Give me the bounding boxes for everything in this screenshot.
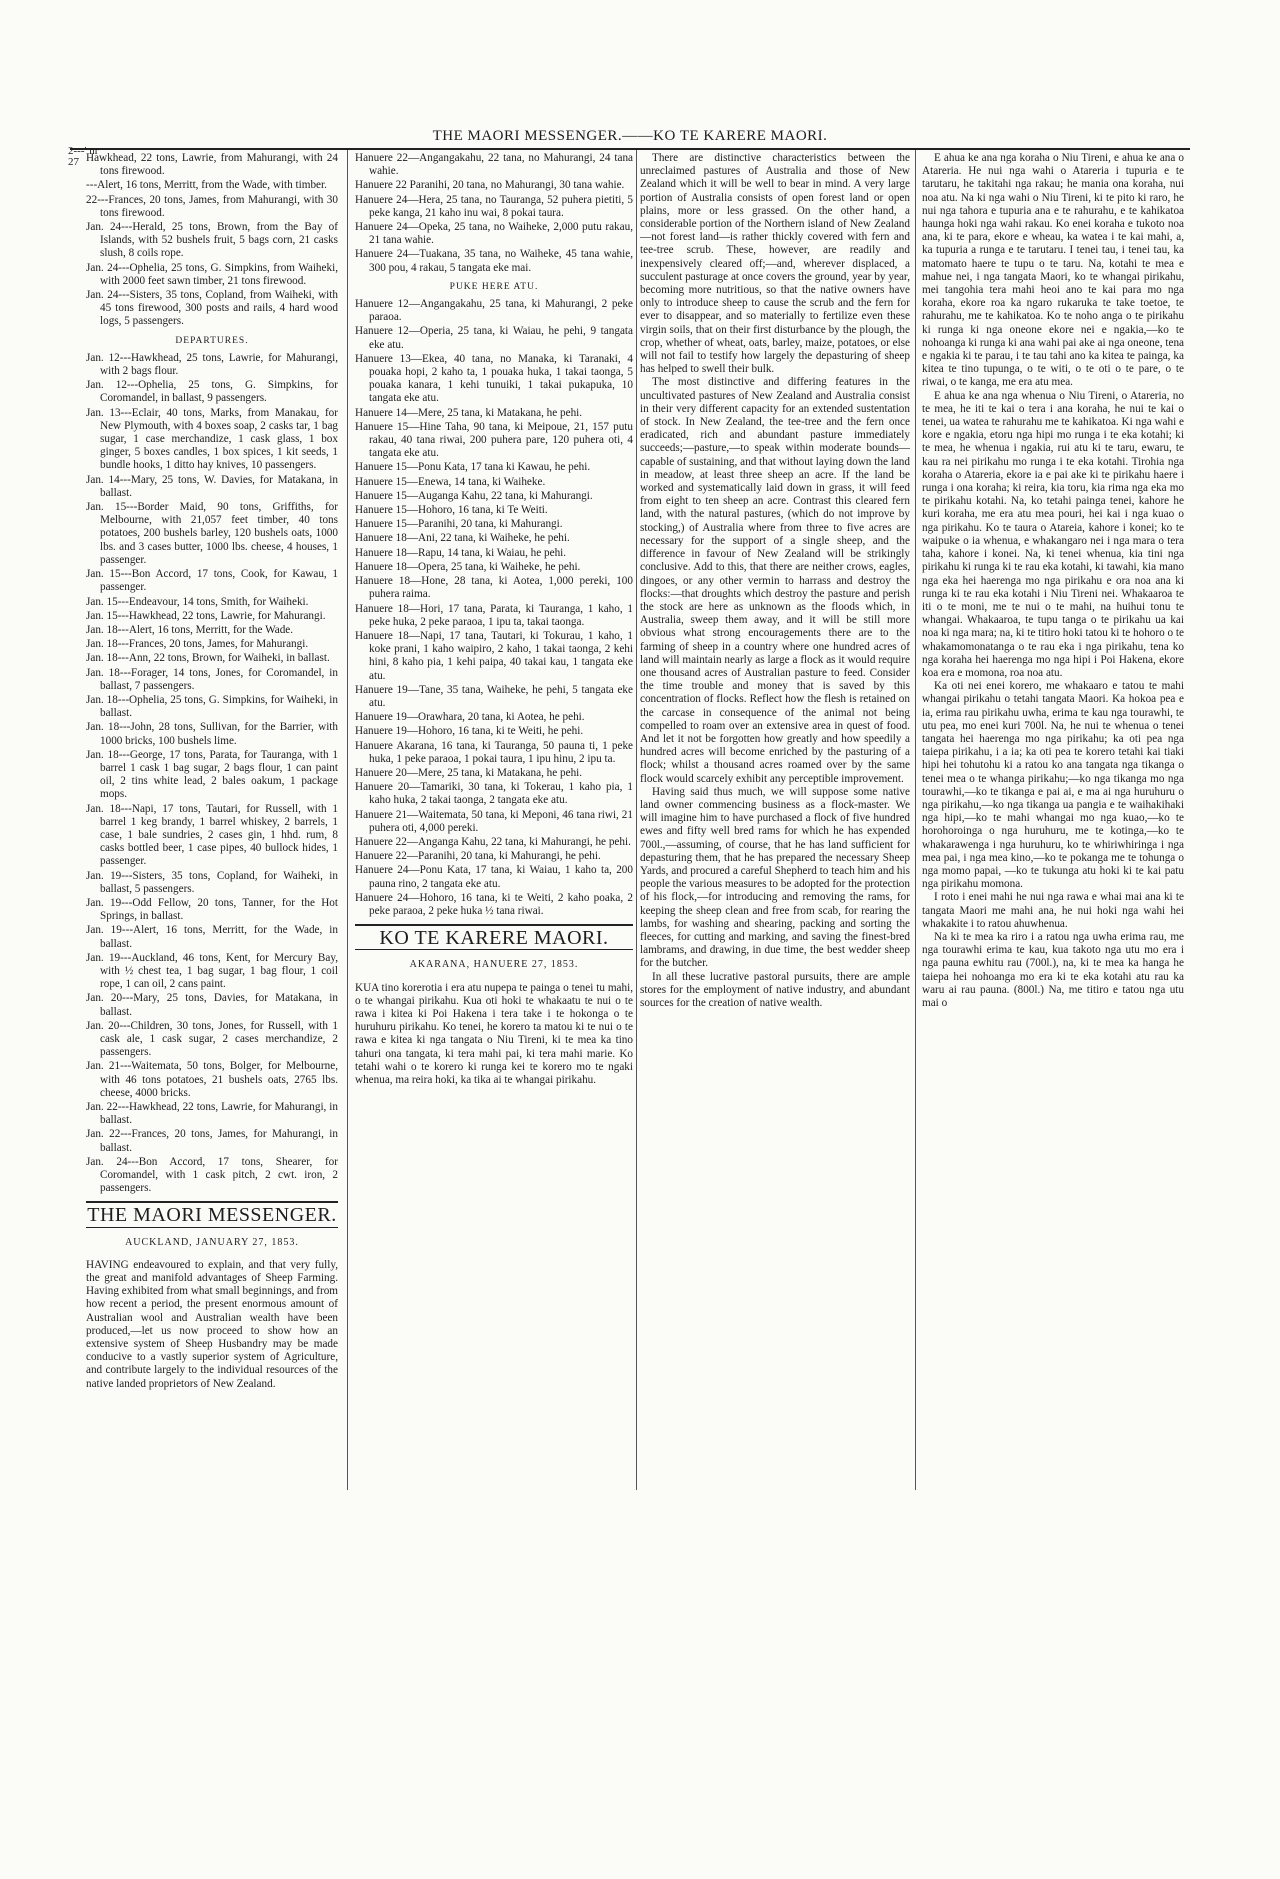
shipping-entry: Jan. 20---Children, 30 tons, Jones, for Russell, with 1 cask ale, 1 cask sugar, 2 cases merchandize, 2 passengers. [86, 1019, 338, 1059]
shipping-entry: Hanuere 22—Angangakahu, 22 tana, no Mahurangi, 24 tana wahie. [355, 152, 633, 178]
shipping-entry: Jan. 18---George, 17 tons, Parata, for Tauranga, with 1 barrel 1 cask 1 bag sugar, 2 bags flour, 1 can paint oil, 2 tins white lead, 2 bales oakum, 1 package mops. [86, 748, 338, 801]
shipping-entry: Jan. 18---Ophelia, 25 tons, G. Simpkins, for Waiheki, in ballast. [86, 693, 338, 720]
article-paragraph-maori: I roto i enei mahi he nui nga rawa e whai mai ana ki te tangata Maori me mahi ana, he nui hoki nga wahi hei whakakite i to ratou ahuwhenua. [922, 891, 1184, 930]
shipping-entry: Jan. 15---Endeavour, 14 tons, Smith, for Waiheki. [86, 595, 309, 608]
shipping-entry: Jan. 21---Waitemata, 50 tons, Bolger, for Melbourne, with 46 tons potatoes, 21 bushels oats, 2765 lbs. cheese, 4000 bricks. [86, 1060, 338, 1099]
shipping-entry: Hanuere 18—Hori, 17 tana, Parata, ki Tauranga, 1 kaho, 1 peke huka, 2 peke paraoa, 1 ipu ta, takai taonga. [355, 602, 633, 628]
shipping-entry: Jan. 12---Hawkhead, 25 tons, Lawrie, for Mahurangi, with 2 bags flour. [86, 351, 338, 378]
shipping-entry: Hanuere 22 Paranihi, 20 tana, no Mahurangi, 30 tana wahie. [355, 179, 625, 192]
shipping-entry: Hanuere 18—Rapu, 14 tana, ki Waiau, he pehi. [355, 546, 567, 559]
shipping-entry: Hanuere 24—Hera, 25 tana, no Tauranga, 52 puhera pietiti, 5 peke kanga, 21 kaho inu wai, 8 pokai taura. [355, 193, 633, 219]
shipping-entry: Hanuere 20—Mere, 25 tana, ki Matakana, he pehi. [355, 766, 583, 779]
shipping-entry: Hanuere 15—Auganga Kahu, 22 tana, ki Mahurangi. [355, 489, 593, 502]
shipping-entry: Hanuere 14—Mere, 25 tana, ki Matakana, he pehi. [355, 406, 583, 419]
column-1 [86, 152, 338, 1392]
shipping-entry: Hawkhead, 22 tons, Lawrie, from Mahurangi, with 24 tons firewood. [86, 152, 338, 178]
shipping-entry: Hanuere 24—Tuakana, 35 tana, no Waiheke, 45 tana wahie, 300 pou, 4 rakau, 5 tangata eke mai. [355, 248, 633, 274]
departures-list-maori [355, 298, 633, 918]
column-rule [347, 150, 348, 1490]
shipping-entry: Jan. 13---Eclair, 40 tons, Marks, from Manakau, for New Plymouth, with 4 boxes soap, 2 casks tar, 1 bag sugar, 1 case merchandize, 1 cask glass, 1 box ginger, 5 boxes candles, 1 box spices, 1 kit seeds, 1 bundle hooks, 1 ditto hay knives, 10 passengers. [86, 406, 338, 472]
departures-heading: DEPARTURES. [175, 335, 249, 346]
column-rule [636, 150, 637, 1490]
article-paragraph: Having said thus much, we will suppose some native land owner commencing business as a flock-master. We will imagine him to have purchased a flock of five hundred ewes and fifty well bred rams for which he has expended 700l.,—assuming, of course, that he has land sufficient for depasturing them, that he has prepared the necessary Sheep Yards, and procured a careful Shepherd to teach him and his people the various measures to be adopted for the protection of his flock,—for introducing and removing the rams, for keeping the sheep clean and free from scab, for rearing the lambs, for washing and shearing, packing and sorting the fleeces, for cutting and marking, and saving the finest-bred lambrams, and drawing, in due time, the best wedder sheep for the butcher. [640, 785, 910, 970]
shipping-entry: Jan. 20---Mary, 25 tons, Davies, for Matakana, in ballast. [86, 992, 338, 1018]
shipping-entry: Hanuere 19—Tane, 35 tana, Waiheke, he pehi, 5 tangata eke atu. [355, 683, 633, 709]
shipping-entry: Jan. 22---Frances, 20 tons, James, for Mahurangi, in ballast. [86, 1128, 338, 1154]
shipping-entry: Jan. 14---Mary, 25 tons, W. Davies, for Matakana, in ballast. [86, 473, 338, 499]
shipping-entry: Jan. 18---Napi, 17 tons, Tautari, for Russell, with 1 barrel 1 keg brandy, 1 barrel whiskey, 2 barrels, 1 case, 1 bale sundries, 2 cases gin, 1 hhd. rum, 8 casks bottled beer, 1 case pipes, 40 bullock hides, 1 passenger. [86, 802, 338, 868]
shipping-entry: Jan. 15---Bon Accord, 17 tons, Cook, for Kawau, 1 passenger. [86, 568, 338, 594]
shipping-entry: Hanuere 12—Operia, 25 tana, ki Waiau, he pehi, 9 tangata eke atu. [355, 325, 633, 351]
shipping-entry: Hanuere 18—Hone, 28 tana, ki Aotea, 1,000 pereki, 100 puhera raima. [355, 575, 633, 601]
shipping-entry: Hanuere 12—Angangakahu, 25 tana, ki Mahurangi, 2 peke paraoa. [355, 298, 633, 324]
shipping-entry: Jan. 24---Herald, 25 tons, Brown, from the Bay of Islands, with 52 bushels fruit, 5 bags corn, 21 casks slush, 8 coils rope. [86, 221, 338, 260]
shipping-entry: Jan. 19---Odd Fellow, 20 tons, Tanner, for the Hot Springs, in ballast. [86, 896, 338, 923]
article-paragraph: The most distinctive and differing features in the uncultivated pastures of New Zealand and Australia consist in their very different capacity for an extended sustentation of stock. In New Zealand, the tee-tree and the fern once eradicated, rich and abundant pasture immediately succeeds;—pasture,—to speak within moderate bounds—capable of sustaining, and that without laying down the land in meadow, at least three sheep an acre. If the land be worked and systematically laid down in grass, it will feed from eight to ten sheep an acre. Contrast this cleared fern land, with the natural pastures, (which do not improve by stocking,) of Australia where from three to five acres are necessary for the support of a single sheep, and the difference in favour of New Zealand will be strikingly conclusive. Add to this, that there are neither crows, eagles, dingoes, or any other vermin to harrass and destroy the flocks:—that droughts which destroy the pasture and perish the stock are here as unknown as the floods which, in Australia, sweep them away, and it will be still more obvious what strong encouragements there are to the farming of sheep in a country where one hundred acres of land will maintain nearly as large a flock as it would require one thousand acres of Australian pasture to feed. Consider the time trouble and money that is saved by this concentration of flocks. Reflect how the flesh is retained on the carcase in consequence of the animal not being compelled to roam over an extensive area in quest of food. And let it not be forgotten how greatly and how speedily a hundred acres will become enriched by the pasturing of a flock; whilst a thousand acres roamed over by the same flock would scarcely exhibit any perceptible improvement. [640, 376, 910, 785]
article-paragraph-maori: E ahua ke ana nga koraha o Niu Tireni, e ahua ke ana o Atareria. He nui nga wahi o Atareria i tupuria e te tarutaru, he takitahi nga rakau; he mania ona koraha, nui noa atu. Na ki nga wahi o Niu Tireni, ki te pito ki raro, he nui nga tahora e tupuria ana e te rahurahu, e te kahikatoa haunga hoki nga wahi rakau. Ko enei koraha e tukoto noa ana, ki te para, ekore e wheau, ka watea i te kai mahi, a, ka tupuria a runga e te tarutaru. I tenei tau, i tenei tau, ka matomato haere te tupu o te taru. Na, kotahi te mea e mahue nei, i nga tangata Maori, ko te whangai pirikahu, mei tangohia tera mahi heoi ano te kai para mo nga koraha, ekore roa ka ngaro rukaruka te take toetoe, te rahurahu, me te kahikatoa. Ko te noho anga o te pirikahu ki runga ki nga oneone ekore nei e ngakia,—ko te nohoanga ki runga ki ana wahi pai ake ai nga oneone, tena e ngakia ki te parau, i te tau tahi ano ka kitea te painga, ka kitea te tino tupunga, o te witi, o te oti o te pare, o te riwai, o te kanga, me era atu mea. [922, 152, 1184, 389]
shipping-entry: Jan. 18---Frances, 20 tons, James, for Mahurangi. [86, 638, 309, 651]
shipping-entry: Hanuere 18—Ani, 22 tana, ki Waiheke, he pehi. [355, 532, 570, 545]
shipping-entry: Hanuere 15—Paranihi, 20 tana, ki Mahurangi. [355, 518, 563, 531]
shipping-entry: Jan. 15---Border Maid, 90 tons, Griffiths, for Melbourne, with 21,057 feet timber, 40 tons potatoes, 200 bushels barley, 120 bushels oats, 1000 lbs. and 3 cases butter, 1000 lbs. cheese, 4 houses, 1 passenger. [86, 501, 338, 566]
article-paragraph-maori: E ahua ke ana nga whenua o Niu Tireni, o Atareria, no te mea, he iti te kai o tera i ana koraha, he nui te kai o tenei, ua watea te rahurahu me te kahikatoa. Ki nga wahi e kore e ngakia, etoru nga hipi mo runga i te eka kotahi; ki te mea, he whenua i ngakia, rui atu ki te taru, ewaru, te kau ra nei pirikahu mo runga i te eka kotahi. Tirohia nga koraha o Atareria, ekore ia e pai ake ki te pirikahu haere i runga i ona koraha; ki reira, kia toru, kia rima nga eka mo te pirikahu kotahi. Na, ko tetahi painga tenei, kahore he kuri koraha, me era atu mea pouri, hei kai i nga kuao o nga pirikahu. Ko te taura o Atareia, kahore i konei; ko te waipuke o ia whenua, e whakangaro nei i nga mara o tera taha, kahore i konei. Na, ki tenei whenua, kia tini nga pirikahu ki runga ki te rau eka kotahi, ki tawahi, kia mano nga eka hei haerenga mo nga pirikahu e ora noa ana ki runga ki te rau eka kotahi i Niu Tireni nei. Whakaaroa te iti o te moni, me te nui o te mahi, na huihui tonu te whangai. Whakaaroa, te tupu tanga o te pirikahu ua kai noa ki nga mara; na, ki te titiro hoki tatou ki te hohoro o te whakamomonatanga o te rau eka i nga pirikahu, tena ko nga koraha hei haerenga mo nga hipi i Poi Hakena, ekore koa era e momona, roa noa atu. [922, 389, 1184, 679]
shipping-entry: Jan. 24---Bon Accord, 17 tons, Shearer, for Coromandel, with 1 cask pitch, 2 cwt. iron, 2 passengers. [86, 1155, 338, 1195]
shipping-entry: Hanuere 15—Ponu Kata, 17 tana ki Kawau, he pehi. [355, 461, 591, 474]
shipping-entry: Jan. 18---Alert, 16 tons, Merritt, for the Wade. [86, 623, 294, 636]
shipping-entry: Jan. 18---Ann, 22 tons, Brown, for Waiheki, in ballast. [86, 652, 330, 665]
dateline: AUCKLAND, JANUARY 27, 1853. [125, 1236, 299, 1248]
shipping-entry: Jan. 18---John, 28 tons, Sullivan, for the Barrier, with 1000 bricks, 100 bushels lime. [86, 721, 338, 747]
shipping-entry: Hanuere 18—Opera, 25 tana, ki Waiheke, he pehi. [355, 560, 581, 573]
shipping-entry: Hanuere 20—Tamariki, 30 tana, ki Tokerau, 1 kaho pia, 1 kaho huka, 2 takai taonga, 2 tangata eke atu. [355, 781, 633, 807]
column-2 [355, 152, 633, 1088]
article-paragraph-maori: Na ki te mea ka riro i a ratou nga uwha erima rau, me nga tourawhi erima te kau, kua takoto nga utu mo era i nga pauna ewhitu rau (700l.), na, ki te mea ka hanga he taiepa hei nohoanga mo era ki te eka kotahi atu rau ka waru ai rau pauna. (800l.) Na, me titiro e tatou nga utu mai o [922, 930, 1184, 1009]
dateline-maori: AKARANA, HANUERE 27, 1853. [409, 959, 579, 971]
shipping-entry: Jan. 18---Forager, 14 tons, Jones, for Coromandel, in ballast, 7 passengers. [86, 666, 338, 692]
shipping-entry: ---Alert, 16 tons, Merritt, from the Wade, with timber. [86, 179, 327, 192]
article-paragraph-maori: Ka oti nei enei korero, me whakaaro e tatou te mahi whangai pirikahu o tetahi tangata Maori. Ka hokoa pea e ia, erima rau pirikahu uwha, erima te kau nga tourawhi, te utu pea, mo enei kuri 700l. Na, he nui te whenua o tenei tangata hei haerenga mo nga pirikahu; ka oti pea nga taiepa pirikahu, i a ia; ka oti pea te korero tetahi kai tiaki hipi hei tohutohu ki a ratou ko ana tangata nga tikanga o tenei mea o te whanga pirikahu;—ko nga tikanga mo nga tourawhi,—ko te tikanga e pai ai, e ma ai nga huruhuru o nga pirikahu,—ko nga tikanga ua pangia e te waihakihaki nga hipi,—ko te mahi whangai mo nga kuao,—ko te horohoroinga o nga huruhuru, me te kotinga,—ko te whakarawenga i nga huruhuru, ko te whiriwhiringa i nga mea pai, i nga mea kino,—ko te pokanga me te tohunga o nga momo papai, —ko te tukunga atu hoki ki te kai patu nga pirikahu momona. [922, 680, 1184, 891]
shipping-entry: Hanuere 15—Enewa, 14 tana, ki Waiheke. [355, 475, 546, 488]
shipping-entry: Jan. 15---Hawkhead, 22 tons, Lawrie, for Mahurangi. [86, 609, 326, 622]
shipping-entry: Hanuere 15—Hohoro, 16 tana, ki Te Weiti. [355, 504, 548, 517]
shipping-entry: Hanuere 21—Waitemata, 50 tana, ki Meponi, 46 tana riwi, 21 puhera oti, 4,000 pereki. [355, 808, 633, 834]
article-body-maori: KUA tino korerotia i era atu nupepa te painga o tenei tu mahi, o te whangai pirikahu. Kua oti hoki te whakaatu te nui o te rawa i kitea ki Poi Hakena i tera take i te hokonga o te huruhuru pirikahu. Ko tenei, he korero ta matou ki te nui o te rawa e kitea ki nga tangata o Niu Tireni, ki te mea ka tino tahuri ona tangata, ki tera mahi pai, ki tera mahi marie. Ko tetahi wahi o te korero ki runga kei te korero mo te ngaki whenua, ma reira hoki, ka tika ai te whangai pirikahu. [355, 981, 633, 1086]
arrivals-list [86, 152, 338, 329]
paper-title-english: THE MAORI MESSENGER. [86, 1201, 338, 1227]
shipping-entry: Hanuere 19—Orawhara, 20 tana, ki Aotea, he pehi. [355, 711, 585, 724]
article-body: HAVING endeavoured to explain, and that very fully, the great and manifold advantages of Sheep Farming. Having exhibited from what small beginnings, and from how recent a period, the present enormous amount of Australian wool and Australian wealth have been produced,—let us now proceed to show how an extensive system of Sheep Husbandry may be made conducive to a vastly superior system of Agriculture, and contribute largely to the individual resources of the native landed proprietors of New Zealand. [86, 1258, 338, 1390]
departures-list [86, 352, 338, 1196]
arrivals-list-maori [355, 152, 633, 275]
shipping-entry: Jan. 24---Sisters, 35 tons, Copland, from Waiheki, with 45 tons firewood, 300 posts and rails, 4 hard wood logs, 5 passengers. [86, 289, 338, 328]
shipping-entry: Hanuere 18—Napi, 17 tana, Tautari, ki Tokurau, 1 kaho, 1 koke prani, 1 kaho waipiro, 2 kaho, 1 takai taonga, 2 kehi hini, 8 kaho pia, 1 kehi paipa, 40 takai kau, 1 tangata eke atu. [355, 629, 633, 682]
shipping-entry: Hanuere 22—Paranihi, 20 tana, ki Mahurangi, he pehi. [355, 850, 601, 863]
article-paragraph: In all these lucrative pastoral pursuits, there are ample stores for the employment of native industry, and abundant sources for the creation of native wealth. [640, 970, 910, 1009]
article-paragraph: There are distinctive characteristics between the unreclaimed pastures of Australia and those of New Zealand which it will be well to bear in mind. A very large portion of Australia consists of open forest land or open plains, more or less grassed. On the other hand, a considerable portion of the Northern island of New Zealand—not forest land—is rather thickly covered with fern and tee-tree scrub. These, however, are readily and inexpensively cleared off;—and, wherever displaced, a succulent pasturage at once covers the ground, year by year, becoming more nutritious, so that the native owners have only to introduce sheep to cause the scrub and the fern for ever to disappear, and so materially to fertilize even these virgin soils, that on their first disturbance by the plough, the crop, whether of wheat, oats, barley, maize, potatoes, or else will not fail to testify how largely the depasturing of sheep has helped to swell their bulk. [640, 152, 910, 376]
shipping-entry: Hanuere 24—Hohoro, 16 tana, ki te Weiti, 2 kaho poaka, 2 peke paraoa, 2 peke huka ½ tana riwai. [355, 891, 633, 917]
paper-title-maori: KO TE KARERE MAORI. [355, 924, 633, 950]
margin-note: 2---' nr 27 [68, 145, 99, 168]
shipping-entry: Jan. 12---Ophelia, 25 tons, G. Simpkins, for Coromandel, in ballast, 9 passengers. [86, 379, 338, 405]
shipping-entry: Hanuere 15—Hine Taha, 90 tana, ki Meipoue, 21, 157 putu rakau, 40 tana riwai, 200 puhera pare, 120 puhera oti, 4 tangata eke atu. [355, 420, 633, 460]
shipping-entry: Hanuere 22—Anganga Kahu, 22 tana, ki Mahurangi, he pehi. [355, 835, 631, 848]
shipping-entry: Hanuere Akarana, 16 tana, ki Tauranga, 50 pauna ti, 1 peke huka, 1 peke paraoa, 1 pokai taura, 1 ipu hinu, 2 ipu ta. [355, 739, 633, 765]
shipping-entry: Jan. 19---Sisters, 35 tons, Copland, for Waiheki, in ballast, 5 passengers. [86, 869, 338, 895]
shipping-entry: Hanuere 24—Opeka, 25 tana, no Waiheke, 2,000 putu rakau, 21 tana wahie. [355, 221, 633, 247]
column-rule [915, 150, 916, 1490]
shipping-entry: 22---Frances, 20 tons, James, from Mahurangi, with 30 tons firewood. [86, 193, 338, 219]
shipping-entry: Hanuere 24—Ponu Kata, 17 tana, ki Waiau, 1 kaho ta, 200 pauna rino, 2 tangata eke atu. [355, 864, 633, 890]
shipping-entry: Jan. 19---Alert, 16 tons, Merritt, for the Wade, in ballast. [86, 924, 338, 950]
shipping-entry: Jan. 24---Ophelia, 25 tons, G. Simpkins, from Waiheki, with 2000 feet sawn timber, 21 tons firewood. [86, 261, 338, 287]
shipping-entry: Jan. 22---Hawkhead, 22 tons, Lawrie, for Mahurangi, in ballast. [86, 1101, 338, 1127]
column-3 [640, 152, 910, 1010]
shipping-entry: Jan. 19---Auckland, 46 tons, Kent, for Mercury Bay, with ½ chest tea, 1 bag sugar, 1 bag flour, 1 coil rope, 1 can oil, 2 cans paint. [86, 951, 338, 991]
shipping-entry: Hanuere 13—Ekea, 40 tana, no Manaka, ki Taranaki, 4 pouaka hopi, 2 kaho ta, 1 pouaka huka, 1 takai taonga, 5 pouaka kanara, 1 kehi tunuiki, 1 takai pukapuka, 10 tangata eke atu. [355, 352, 633, 405]
column-4 [922, 152, 1184, 1010]
shipping-entry: Hanuere 19—Hohoro, 16 tana, ki te Weiti, he pehi. [355, 725, 584, 738]
masthead-title: THE MAORI MESSENGER.——KO TE KARERE MAORI. [432, 128, 828, 144]
departures-heading-maori: PUKE HERE ATU. [449, 281, 539, 292]
